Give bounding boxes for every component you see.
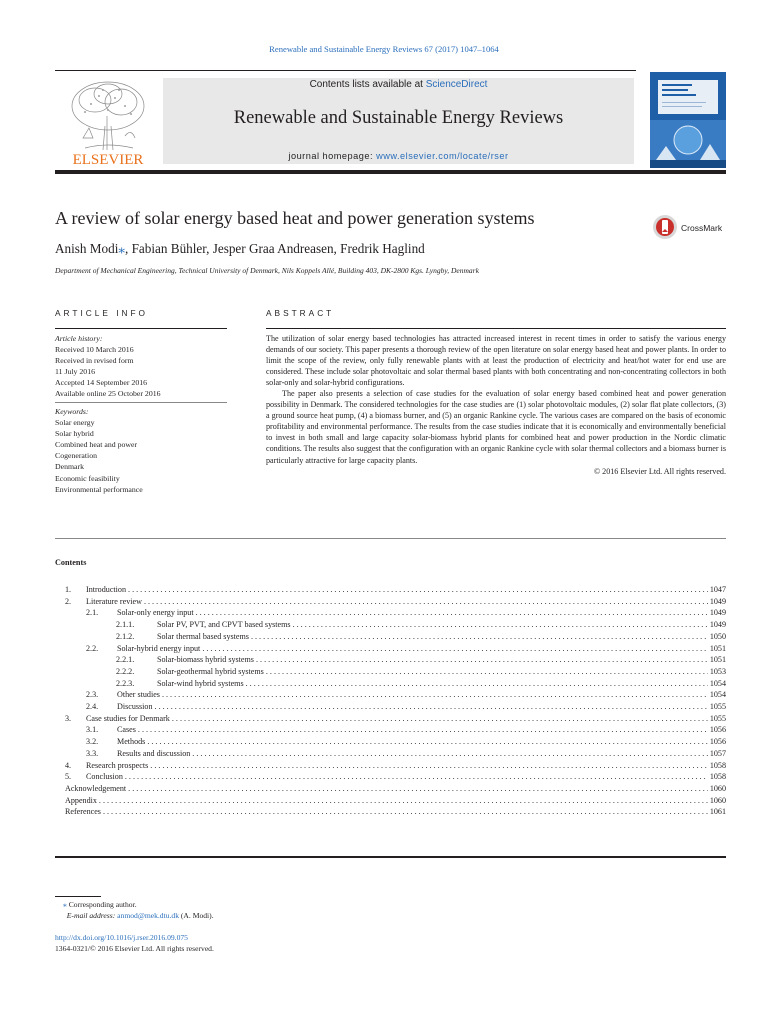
toc-entry-page: 1061 xyxy=(709,807,726,817)
toc-entry-number: 3.1. xyxy=(86,725,99,735)
toc-leader-dots xyxy=(172,713,708,725)
masthead-top-rule xyxy=(55,70,636,71)
keyword: Cogeneration xyxy=(55,451,98,461)
issn-line: 1364-0321/© 2016 Elsevier Ltd. All rights reserved. xyxy=(55,944,214,953)
toc-entry-page: 1049 xyxy=(709,608,726,618)
other-authors: , Fabian Bühler, Jesper Graa Andreasen, Fredrik Haglind xyxy=(124,241,425,256)
toc-entry-page: 1053 xyxy=(709,666,726,676)
history-item: Received in revised form xyxy=(55,356,134,366)
toc-entry[interactable] xyxy=(116,654,726,666)
elsevier-tree-logo xyxy=(55,76,161,166)
journal-homepage-link[interactable]: www.elsevier.com/locate/rser xyxy=(376,151,509,161)
doi-link[interactable]: http://dx.doi.org/10.1016/j.rser.2016.09.075 xyxy=(55,933,188,942)
toc-entry-title: Solar PV, PVT, and CPVT based systems xyxy=(157,620,291,630)
article-info-rule xyxy=(55,328,227,329)
toc-entry-page: 1049 xyxy=(709,620,726,630)
toc-entry[interactable] xyxy=(86,736,726,748)
keyword: Denmark xyxy=(55,462,85,472)
keyword: Solar hybrid xyxy=(55,429,94,439)
toc-entry-title: Methods xyxy=(117,737,146,747)
abstract-body xyxy=(266,333,726,477)
toc-entry[interactable] xyxy=(65,771,726,783)
toc-entry-number: 5. xyxy=(65,772,72,782)
corresponding-author-footnote xyxy=(63,899,214,921)
toc-entry-page: 1050 xyxy=(709,631,726,641)
toc-entry-page: 1051 xyxy=(709,655,726,665)
history-item: 11 July 2016 xyxy=(55,367,95,377)
crossmark-icon xyxy=(653,215,677,239)
contents-prefix: Contents lists available at xyxy=(309,79,426,90)
publisher-wordmark: ELSEVIER xyxy=(72,152,144,166)
keywords-label: Keywords: xyxy=(55,407,89,416)
crossmark-badge[interactable] xyxy=(652,212,732,242)
toc-entry-page: 1058 xyxy=(709,772,726,782)
keywords-rule xyxy=(55,402,227,403)
toc-entry-page: 1055 xyxy=(709,713,726,723)
toc-leader-dots xyxy=(293,619,708,631)
abstract-paragraph-2: The paper also presents a selection of case studies for the evaluation of solar energy based combined heat and power generation possibility in Denmark. The considered technologies for the case studies are (1) solar photovoltaic modules, (2) solar flat plate collectors, (3) a ground source heat pump, (4) a biomass burner, and (5) an organic Rankine cycle. The various cases are compared on the basis of economic profitability and environmental performance. The results from the case studies indicate that it is economically and environmentally beneficial to invest in both small and large capacity solar-biomass hybrid plants for combined heat and power production in the Nordic climatic conditions. The results also suggest that the configuration with an organic Rankine cycle with solar thermal collectors and a biomass burner is particularly attractive for large capacity plants. xyxy=(266,389,726,465)
abstract-rule xyxy=(266,328,726,329)
toc-entry-number: 2.2. xyxy=(86,643,99,653)
footnote-rule xyxy=(55,896,101,897)
toc-entry-title: Discussion xyxy=(117,702,153,711)
toc-entry-number: 3. xyxy=(65,713,72,723)
journal-cover-thumbnail xyxy=(650,72,726,168)
toc-entry-title: Case studies for Denmark xyxy=(86,713,170,723)
toc-entry[interactable] xyxy=(86,607,726,619)
history-item: Available online 25 October 2016 xyxy=(55,389,161,399)
toc-leader-dots xyxy=(128,783,708,795)
toc-entry[interactable] xyxy=(65,783,726,795)
keyword: Environmental performance xyxy=(55,484,143,494)
contents-available-line xyxy=(163,79,634,90)
toc-leader-dots xyxy=(150,760,708,772)
toc-leader-dots xyxy=(251,631,708,643)
toc-entry-page: 1058 xyxy=(709,760,726,770)
toc-entry-title: Solar-biomass hybrid systems xyxy=(157,655,254,665)
toc-leader-dots xyxy=(192,748,708,760)
toc-entry[interactable] xyxy=(116,631,726,643)
toc-leader-dots xyxy=(155,701,708,713)
toc-entry-page: 1056 xyxy=(709,725,726,735)
toc-entry-page: 1049 xyxy=(709,596,726,606)
copyright-line: © 2016 Elsevier Ltd. All rights reserved. xyxy=(593,466,726,476)
affiliation: Department of Mechanical Engineering, Technical University of Denmark, Nils Koppels Allé, Building 403, DK-2800 Kgs. Lyngby, Denmark xyxy=(55,266,479,275)
toc-entry-number: 1. xyxy=(65,585,72,594)
article-history xyxy=(55,333,161,400)
article-title: A review of solar energy based heat and power generation systems xyxy=(55,208,535,228)
toc-entry[interactable] xyxy=(65,795,726,807)
toc-leader-dots xyxy=(202,643,708,655)
toc-entry-title: Literature review xyxy=(86,596,142,606)
crossmark-label: CrossMark xyxy=(681,223,723,233)
contents-top-rule xyxy=(55,538,726,539)
toc-entry-title: Other studies xyxy=(117,690,160,700)
toc-entry-title: Solar-hybrid energy input xyxy=(117,643,201,653)
toc-entry-number: 3.2. xyxy=(86,737,99,747)
article-info-heading: ARTICLE INFO xyxy=(55,308,149,318)
abstract-heading: ABSTRACT xyxy=(266,308,335,318)
toc-entry[interactable] xyxy=(86,701,726,713)
toc-entry-number: 2.1.2. xyxy=(116,631,135,641)
toc-leader-dots xyxy=(128,584,708,596)
toc-leader-dots xyxy=(144,596,708,608)
toc-entry[interactable] xyxy=(86,689,726,701)
journal-title: Renewable and Sustainable Energy Reviews xyxy=(233,108,564,128)
toc-entry-number: 2.1.1. xyxy=(116,620,135,630)
toc-entry-title: Solar thermal based systems xyxy=(157,631,249,641)
keyword: Economic feasibility xyxy=(55,473,120,483)
toc-entry[interactable] xyxy=(65,596,726,608)
toc-entry-number: 2.2.1. xyxy=(116,655,135,665)
toc-entry[interactable] xyxy=(65,760,726,772)
keywords xyxy=(55,406,143,495)
toc-entry-title: Solar-only energy input xyxy=(117,608,194,618)
toc-entry-title: Acknowledgement xyxy=(65,783,127,793)
corresponding-label: Corresponding author. xyxy=(68,900,137,909)
footnote-mark: ⁎ xyxy=(63,900,67,909)
toc-entry-number: 2.2.2. xyxy=(116,666,135,676)
homepage-prefix: journal homepage: xyxy=(288,151,377,161)
toc-entry[interactable] xyxy=(65,584,726,596)
toc-entry-title: Solar-wind hybrid systems xyxy=(157,678,244,688)
abstract-paragraph-1: The utilization of solar energy based technologies has attracted increased interest in recent times in order to satisfy the various energy demands of our society. This paper presents a thorough review of the open literature on solar energy based heat and power plants. In order to limit the scope of the review, only fully renewable plants with at least the production of electricity and heat/hot water for end use are considered. These include solar photovoltaic and solar thermal based plants with both concentrating and non-concentrating collectors in both solar-only and solar-hybrid configurations. xyxy=(266,334,726,388)
masthead-bottom-rule xyxy=(55,170,726,174)
toc-leader-dots xyxy=(99,795,708,807)
toc-entry-page: 1047 xyxy=(709,585,726,594)
email-link[interactable]: anmod@mek.dtu.dk xyxy=(117,911,179,920)
email-label: E-mail address: xyxy=(66,911,116,920)
toc-entry-number: 4. xyxy=(65,760,72,770)
toc-entry-page: 1056 xyxy=(709,737,726,747)
journal-homepage-line xyxy=(163,151,634,161)
toc-entry-number: 2.3. xyxy=(86,690,99,700)
toc-leader-dots xyxy=(138,724,708,736)
toc-entry-title: References xyxy=(65,807,101,817)
toc-entry-number: 2.4. xyxy=(86,702,99,711)
toc-entry[interactable] xyxy=(116,678,726,690)
history-item: Accepted 14 September 2016 xyxy=(55,378,148,388)
toc-entry-title: Introduction xyxy=(86,585,127,594)
toc-leader-dots xyxy=(266,666,708,678)
toc-entry-number: 3.3. xyxy=(86,748,99,758)
keyword: Combined heat and power xyxy=(55,440,138,450)
keyword: Solar energy xyxy=(55,418,95,428)
journal-citation[interactable]: Renewable and Sustainable Energy Reviews 67 (2017) 1047–1064 xyxy=(269,44,499,54)
toc-entry-title: Results and discussion xyxy=(117,748,191,758)
toc-leader-dots xyxy=(103,806,708,818)
author-list xyxy=(55,241,425,257)
email-suffix: (A. Modi). xyxy=(179,911,214,920)
toc-leader-dots xyxy=(196,607,708,619)
sciencedirect-link[interactable]: ScienceDirect xyxy=(425,79,488,90)
history-label: Article history: xyxy=(55,334,103,343)
toc-entry-title: Solar-geothermal hybrid systems xyxy=(157,666,264,676)
history-item: Received 10 March 2016 xyxy=(55,345,134,355)
first-author: Anish Modi xyxy=(55,241,119,256)
toc-entry-page: 1051 xyxy=(709,643,726,653)
toc-entry[interactable] xyxy=(86,643,726,655)
toc-entry-page: 1057 xyxy=(709,748,726,758)
toc-entry[interactable] xyxy=(116,619,726,631)
toc-entry-page: 1060 xyxy=(709,783,726,793)
toc-leader-dots xyxy=(256,654,708,666)
toc-entry-number: 2. xyxy=(65,596,72,606)
toc-entry[interactable] xyxy=(86,724,726,736)
toc-entry[interactable] xyxy=(65,713,726,725)
corresponding-author-mark[interactable]: ⁎ xyxy=(118,241,125,256)
contents-bottom-rule xyxy=(55,856,726,858)
toc-entry[interactable] xyxy=(86,748,726,760)
toc-entry-title: Research prospects xyxy=(86,760,149,770)
toc-entry-number: 2.1. xyxy=(86,608,99,618)
toc-entry-title: Appendix xyxy=(65,795,97,805)
toc-entry-page: 1054 xyxy=(709,678,726,688)
contents-heading: Contents xyxy=(55,558,87,567)
toc-entry[interactable] xyxy=(65,806,726,818)
doi-block xyxy=(55,932,214,954)
toc-entry-page: 1055 xyxy=(709,702,726,711)
toc-entry-title: Cases xyxy=(117,725,136,735)
toc-entry-number: 2.2.3. xyxy=(116,678,135,688)
toc-leader-dots xyxy=(246,678,708,690)
toc-entry-page: 1060 xyxy=(709,795,726,805)
toc-leader-dots xyxy=(125,771,708,783)
toc-leader-dots xyxy=(147,736,707,748)
toc-entry[interactable] xyxy=(116,666,726,678)
toc-entry-page: 1054 xyxy=(709,690,726,700)
toc-entry-title: Conclusion xyxy=(86,772,123,782)
toc-leader-dots xyxy=(162,689,708,701)
